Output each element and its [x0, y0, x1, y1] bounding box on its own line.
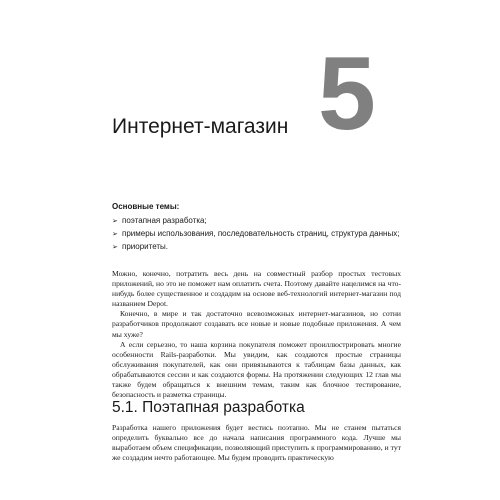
intro-paragraph: А если серьезно, то наша корзина покупателя поможет проиллюстрировать многие особенности Rails-разработки. Мы увидим, как создаются простые страницы обслуживания покупателей, как они привязываются к таблицам базы данных, как обрабатываются сессии и как создаются формы. На протяжении следующих 12 глав мы также будем обращаться к внешним темам, таким как блочное тестирование, безопасность и разметка страницы.: [112, 339, 401, 400]
intro-paragraph: Конечно, в мире и так достаточно всевозможных интернет-магазинов, но сотни разработчиков продолжают создавать все новые и новые подобные приложения. А чем мы хуже?: [112, 309, 401, 339]
topic-text: примеры использования, последовательность страниц, структура данных;: [122, 229, 400, 238]
topic-item: [112, 241, 402, 254]
topic-item: [112, 228, 402, 241]
section-title: 5.1. Поэтапная разработка: [112, 399, 305, 416]
arrow-bullet-icon: ➢: [112, 244, 118, 251]
chapter-number: 5: [318, 36, 376, 152]
intro-text: [112, 269, 401, 400]
topic-item: [112, 215, 402, 228]
topics-list: [112, 215, 402, 254]
topic-text: поэтапная разработка;: [122, 216, 207, 225]
arrow-bullet-icon: ➢: [112, 231, 118, 238]
main-topics-box: [112, 201, 402, 254]
arrow-bullet-icon: ➢: [112, 218, 118, 225]
intro-paragraph: Можно, конечно, потратить весь день на совместный разбор простых тестовых приложений, но это не поможет нам оплатить счета. Поэтому давайте нацелимся на что-нибудь более существенное и создадим на основе веб-технологий интернет-магазин под названием Depot.: [112, 269, 401, 309]
topics-heading: Основные темы:: [112, 202, 180, 211]
topic-text: приоритеты.: [122, 242, 169, 251]
section-text: [112, 423, 401, 463]
chapter-title: Интернет-магазин: [112, 115, 289, 138]
section-paragraph: Разработка нашего приложения будет вестись поэтапно. Мы не станем пытаться определить буквально все до начала написания программного кода. Лучше мы выработаем объем спецификации, позволяющий приступить к программированию, и тут же создадим нечто работающее. Мы будем проводить практическую: [112, 423, 401, 463]
